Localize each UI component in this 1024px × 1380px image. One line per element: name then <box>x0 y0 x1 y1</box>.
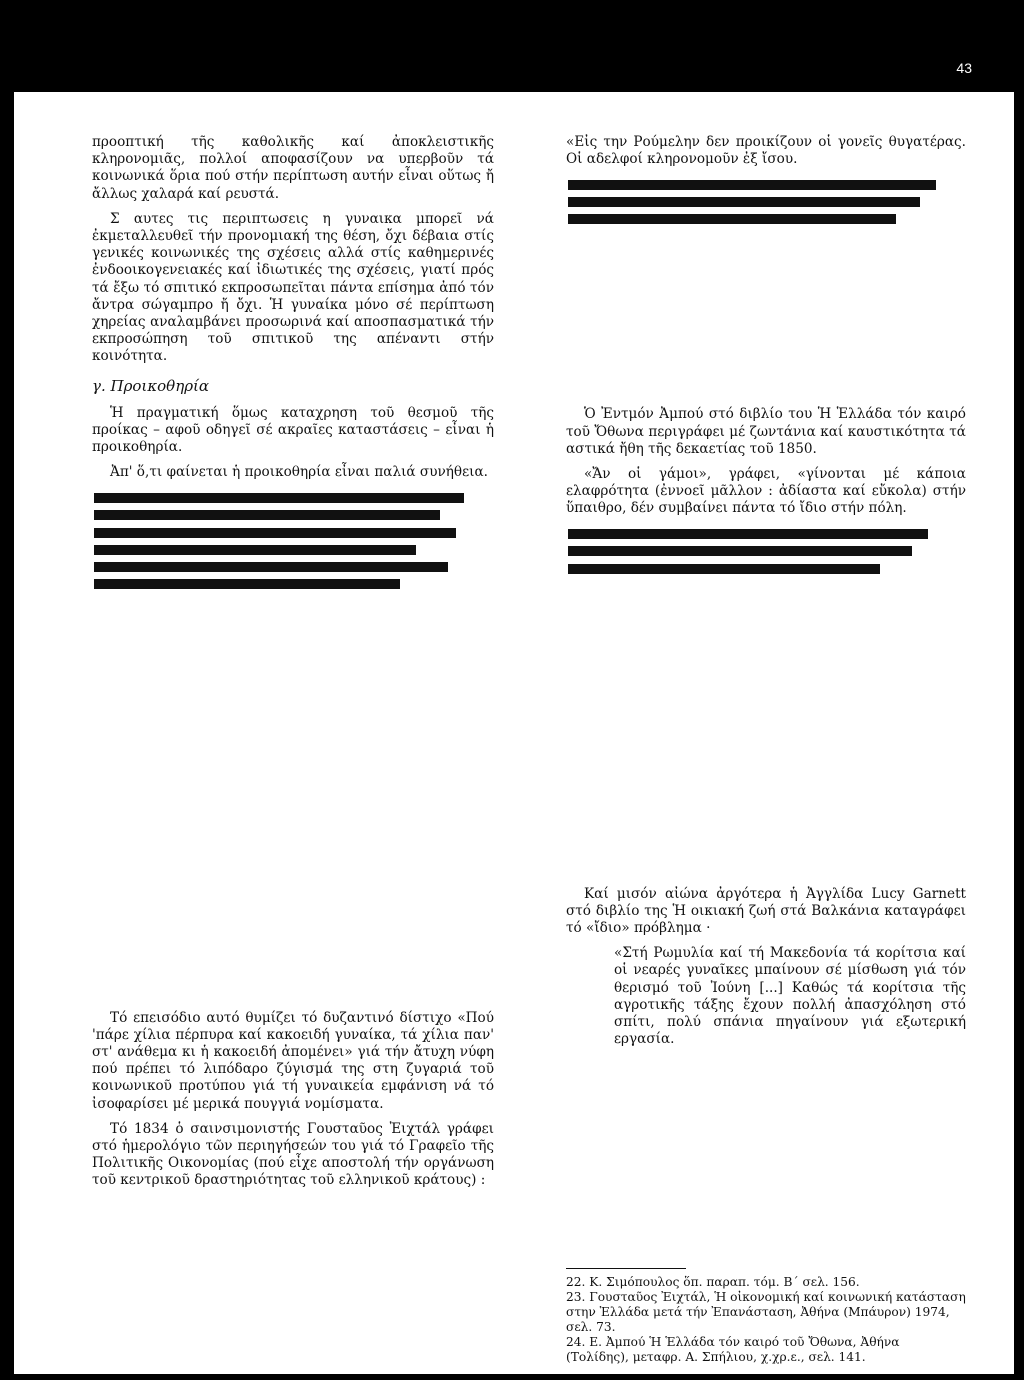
scan-header-band <box>0 0 1024 92</box>
left-paragraph-4: Ἀπ' ὅ,τι φαίνεται ἡ προικοθηρία εἶναι παλιά συνήθεια. <box>110 464 488 481</box>
right-quote-2: «Στή Ρωμυλία καί τή Μακεδονία τά κορίτσια καί οἱ νεαρές γυναῖκες μπαίνουν σέ μίσθωση γιά τόν θερισμό τοῦ Ἰούνη [...] Καθώς τά κορίτσια τῆς αγροτικῆς τάξης ἔχουν πολλή ἀπασχόληση στό σπίτι, πολύ σπάνια πηγαίνουν γιά εξωτερική εργασία. <box>614 945 966 1048</box>
right-paragraph-3: Καί μισόν αἰώνα ἀργότερα ἡ Ἀγγλίδα Lucy Garnett στό διβλίο της Ἡ οικιακή ζωή στά Βαλκάνια καταγράφει τό «ἴδιο» πρόβλημα · <box>566 885 966 937</box>
footnote-22: 22. Κ. Σιμόπουλος ὅπ. παραπ. τόμ. Β΄ σελ. 156. <box>566 1275 860 1289</box>
left-paragraph-3: Ἡ πραγματική ὅμως καταχρηση τοῦ θεσμοῦ τῆς προίκας – αφοῦ οδηγεῖ σέ ακραῖες καταστάσεις – εἶναι ἡ προικοθηρία. <box>92 404 494 456</box>
section-heading: γ. Προικοθηρία <box>92 376 210 395</box>
paper <box>14 92 1014 1374</box>
left-column <box>92 134 494 1198</box>
left-paragraph-5: Τό επεισόδιο αυτό θυμίζει τό δυζαντινό δίστιχο «Πού 'πάρε χίλια πέρπυρα καί κακοειδή γυναίκα, τά χίλια παν' στ' ανάθεμα κι ἡ κακοειδή ἀπομένει» γιά τήν ἄτυχη νύφη πού πρέπει τό λιπόδαρο ζύγισμά της στη ζυγαριά τοῦ κοινωνικοῦ προτύπου γιά τή γυναικεία εμφάνιση νά τό ἰσοφαρίσει μέ μερικά πουγγιά νομίσματα. <box>92 1009 494 1112</box>
footnote-rule <box>566 1268 686 1269</box>
unreadable-right-block <box>566 526 966 886</box>
left-paragraph-1: προοπτική τῆς καθολικῆς καί ἀποκλειστικῆς κληρονομιᾶς, πολλοί αποφασίζουν να υπερβοῦν τά κοινωνικά ὅρια πού στήν περίπτωση αυτήν εἶναι οὕτως ἤ ἄλλως χαλαρά καί ρευστά. <box>92 134 494 202</box>
right-paragraph-2: «Ἄν οἱ γάμοι», γράφει, «γίνονται μέ κάποια ελαφρότητα (ἐννοεῖ μᾶλλον : ἀδίαστα καί εὔκολα) στήν ὕπαιθρο, δέν συμβαίνει πάντα τό ἴδιο στήν πόλη. <box>566 466 966 517</box>
page-number: 43 <box>956 60 972 76</box>
left-paragraph-6: Τό 1834 ὁ σαινσιμονιστής Γουσταῦος Ἐιχτάλ γράφει στό ἡμερολόγιο τῶν περιηγήσεών του γιά τό Γραφεῖο τῆς Πολιτικῆς Οικονομίας (πού εἶχε αποστολή τήν οργάνωση τοῦ κεντρικοῦ δραστηριότητας τοῦ ελληνικοῦ κράτους) : <box>92 1120 494 1189</box>
unreadable-quote-block <box>566 176 966 406</box>
right-column <box>566 134 966 1056</box>
footnotes <box>566 1268 966 1365</box>
footnote-24: 24. Ε. Ἀμπού Ἡ Ἑλλάδα τόν καιρό τοῦ Ὄθωνα, Ἀθήνα (Τολίδης), μεταφρ. Α. Σπήλιου, χ.χρ.ε., σελ. 141. <box>566 1335 900 1364</box>
right-paragraph-1: Ὁ Ἐντμόν Ἀμπού στό διβλίο του Ἡ Ἑλλάδα τόν καιρό τοῦ Ὄθωνα περιγράφει μέ ζωντάνια καί καυστικότητα τά αστικά ἤθη τῆς δεκαετίας τοῦ 1850. <box>566 406 966 457</box>
left-paragraph-2: Σ αυτες τις περιπτωσεις η γυναικα μπορεῖ νά ἐκμεταλλευθεῖ τήν προνομιακή της θέση, ὄχι δέβαια στίς γενικές κοινωνικές της σχέσεις αλλά στίς καθημερινές ἐνδοοικογενειακές καί ἰδιωτικές της σχέσεις, γιατί πρός τά ἔξω τό σπιτικό εκπροσωπεῖται πάντα επίσημα ἀπό τόν ἄντρα σώγαμπρο ἤ ὄχι. Ἡ γυναίκα μόνο σέ περίπτωση χηρείας αναλαμβάνει προσωρινά καί αποσπασματικά τήν εκπροσώπηση τοῦ σπιτικοῦ της απέναντι στήν κοινότητα. <box>92 210 494 365</box>
unreadable-text-block <box>92 490 494 1010</box>
footnote-23: 23. Γουσταῦος Ἐιχτάλ, Ἡ οἰκονομική καί κοινωνική κατάσταση στην Ἑλλάδα μετά τήν Ἐπανάσταση, Ἀθήνα (Μπάυρον) 1974, σελ. 73. <box>566 1290 966 1334</box>
right-quote-1: «Εἰς την Ρούμελην δεν προικίζουν οἱ γονεῖς θυγατέρας. Οἱ αδελφοί κληρονομοῦν ἐξ ἴσου. <box>566 134 966 168</box>
